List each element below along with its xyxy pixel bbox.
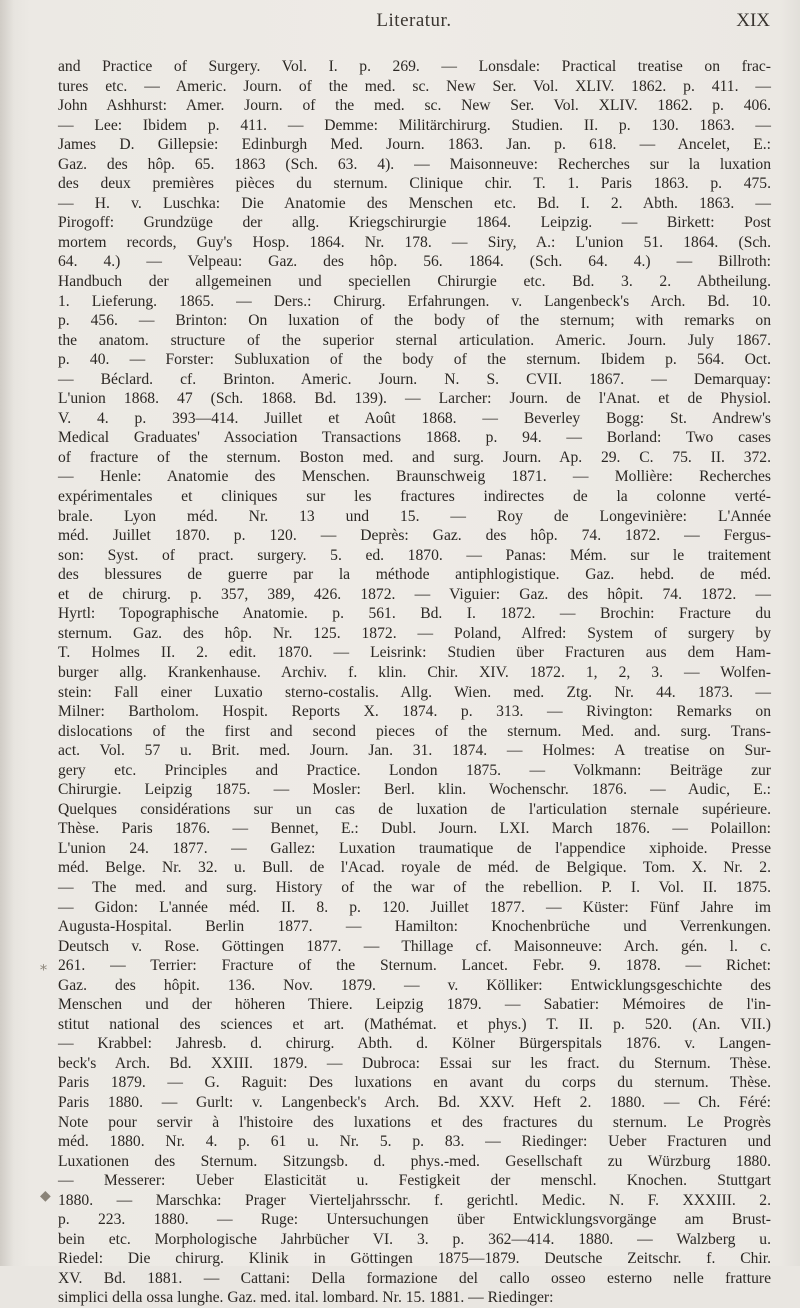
text-line: V. 4. p. 393—414. Juillet et Août 1868. — Beverley Bogg: St. Andrew's (58, 409, 771, 427)
text-line: Paris 1879. — G. Raguit: Des luxations en avant du corps du sternum. Thèse. (58, 1074, 771, 1092)
text-line: brale. Lyon méd. Nr. 13 und 15. — Roy de Longevinière: L'Année (58, 507, 771, 525)
text-line: John Ashhurst: Amer. Journ. of the med. sc. New Ser. Vol. XLIV. 1862. p. 406. (58, 97, 771, 115)
text-line: Handbuch der allgemeinen und speciellen Chirurgie etc. Bd. 3. 2. Abtheilung. (58, 273, 771, 291)
text-line: son: Syst. of pract. surgery. 5. ed. 1870. — Panas: Mém. sur le traitement (58, 546, 771, 564)
text-line: Note pour servir à l'histoire des luxations et des fractures du sternum. Le Progrès (58, 1113, 771, 1131)
text-line: tures etc. — Americ. Journ. of the med. sc. New Ser. Vol. XLIV. 1862. p. 411. — (58, 77, 771, 95)
text-line: Quelques considérations sur un cas de luxation de l'articulation sternale supérieure. (58, 800, 771, 818)
text-line: p. 223. 1880. — Ruge: Untersuchungen über Entwicklungsvorgänge am Brust- (58, 1211, 771, 1229)
margin-mark: ◆ (40, 1189, 51, 1204)
text-line: — H. v. Luschka: Die Anatomie des Menschen etc. Bd. I. 2. Abth. 1863. — (58, 194, 771, 212)
text-line: Paris 1880. — Gurlt: v. Langenbeck's Arch. Bd. XXV. Heft 2. 1880. — Ch. Féré: (58, 1093, 771, 1111)
text-line: act. Vol. 57 u. Brit. med. Journ. Jan. 31. 1874. — Holmes: A treatise on Sur- (58, 742, 771, 760)
text-line: méd. 1880. Nr. 4. p. 61 u. Nr. 5. p. 83. — Riedinger: Ueber Fracturen und (58, 1133, 771, 1151)
text-line: Menschen und der höheren Thiere. Leipzig 1879. — Sabatier: Mémoires de l'in- (58, 996, 771, 1014)
text-line: Chirurgie. Leipzig 1875. — Mosler: Berl. klin. Wochenschr. 1876. — Audic, E.: (58, 781, 771, 799)
text-line: James D. Gillepsie: Edinburgh Med. Journ. 1863. Jan. p. 618. — Ancelet, E.: (58, 136, 771, 154)
text-line: Gaz. des hôpit. 136. Nov. 1879. — v. Kölliker: Entwicklungsgeschichte des (58, 976, 771, 994)
text-line: XV. Bd. 1881. — Cattani: Della formazione del callo osseo esterno nelle fratture (58, 1269, 771, 1287)
text-line: p. 456. — Brinton: On luxation of the body of the sternum; with remarks on (58, 312, 771, 330)
text-line: T. Holmes II. 2. edit. 1870. — Leisrink: Studien über Fracturen aus dem Ham- (58, 644, 771, 662)
text-line: 64. 4.) — Velpeau: Gaz. des hôp. 56. 1864. (Sch. 64. 4.) — Billroth: (58, 253, 771, 271)
text-line: sternum. Gaz. des hôp. Nr. 125. 1872. — Poland, Alfred: System of surgery by (58, 624, 771, 642)
text-line: méd. Belge. Nr. 32. u. Bull. de l'Acad. royale de méd. de Belgique. Tom. X. Nr. 2. (58, 859, 771, 877)
text-line: 1880. — Marschka: Prager Vierteljahrsschr. f. gerichtl. Medic. N. F. XXXIII. 2. (58, 1191, 771, 1209)
text-line: et de chirurg. p. 357, 389, 426. 1872. — Viguier: Gaz. des hôpit. 74. 1872. — (58, 585, 771, 603)
text-line: mortem records, Guy's Hosp. 1864. Nr. 178. — Siry, A.: L'union 51. 1864. (Sch. (58, 233, 771, 251)
text-line: L'union 24. 1877. — Gallez: Luxation traumatique de l'appendice xiphoide. Presse (58, 839, 771, 857)
text-line: Hyrtl: Topographische Anatomie. p. 561. Bd. I. 1872. — Brochin: Fracture du (58, 605, 771, 623)
text-line: stein: Fall einer Luxatio sterno-costalis. Allg. Wien. med. Ztg. Nr. 44. 1873. — (58, 683, 771, 701)
text-line: — Krabbel: Jahresb. d. chirurg. Abth. d. Kölner Bürgerspitals 1876. v. Langen- (58, 1035, 771, 1053)
text-line: des deux premières pièces du sternum. Clinique chir. T. 1. Paris 1863. p. 475. (58, 175, 771, 193)
text-line: — Béclard. cf. Brinton. Americ. Journ. N. S. CVII. 1867. — Demarquay: (58, 370, 771, 388)
margin-mark: ⁎ (40, 959, 47, 974)
running-title: Literatur. (376, 10, 452, 31)
text-line: Pirogoff: Grundzüge der allg. Kriegschirurgie 1864. Leipzig. — Birkett: Post (58, 214, 771, 232)
page-header (58, 8, 770, 34)
text-line: gery etc. Principles and Practice. London 1875. — Volkmann: Beiträge zur (58, 761, 771, 779)
text-line: des blessures de guerre par la méthode antiphlogistique. Gaz. hebd. de méd. (58, 566, 771, 584)
page-edge-shadow (0, 0, 14, 1266)
text-line: Thèse. Paris 1876. — Bennet, E.: Dubl. Journ. LXI. March 1876. — Polaillon: (58, 820, 771, 838)
text-line: — Gidon: L'année méd. II. 8. p. 120. Juillet 1877. — Küster: Fünf Jahre im (58, 898, 771, 916)
text-line: and Practice of Surgery. Vol. I. p. 269. — Lonsdale: Practical treatise on frac- (58, 58, 771, 75)
text-line: bein etc. Morphologische Jahrbücher VI. 3. p. 362—414. 1880. — Walzberg u. (58, 1230, 771, 1248)
text-line: Deutsch v. Rose. Göttingen 1877. — Thillage cf. Maisonneuve: Arch. gén. l. c. (58, 937, 771, 955)
text-line: L'union 1868. 47 (Sch. 1868. Bd. 139). — Larcher: Journ. de l'Anat. et de Physiol. (58, 390, 771, 408)
text-line: Augusta-Hospital. Berlin 1877. — Hamilton: Knochenbrüche und Verrenkungen. (58, 918, 771, 936)
text-line: of fracture of the sternum. Boston med. and surg. Journ. Ap. 29. C. 75. II. 372. (58, 448, 771, 466)
text-line: expérimentales et cliniques sur les fractures indirectes de la colonne verté- (58, 488, 771, 506)
text-line: Milner: Bartholom. Hospit. Reports X. 1874. p. 313. — Rivington: Remarks on (58, 703, 771, 721)
text-line: 261. — Terrier: Fracture of the Sternum. Lancet. Febr. 9. 1878. — Richet: (58, 957, 771, 975)
text-line: Riedel: Die chirurg. Klinik in Göttingen 1875—1879. Deutsche Zeitschr. f. Chir. (58, 1250, 771, 1268)
text-line: — Messerer: Ueber Elasticität u. Festigkeit der menschl. Knochen. Stuttgart (58, 1172, 771, 1190)
text-line: burger allg. Krankenhause. Archiv. f. klin. Chir. XIV. 1872. 1, 2, 3. — Wolfen- (58, 663, 771, 681)
text-line: stitut national des sciences et art. (Mathémat. et phys.) T. II. p. 520. (An. VII.) (58, 1015, 771, 1033)
text-line: — Lee: Ibidem p. 411. — Demme: Militärchirurg. Studien. II. p. 130. 1863. — (58, 116, 771, 134)
text-line: 1. Lieferung. 1865. — Ders.: Chirurg. Erfahrungen. v. Langenbeck's Arch. Bd. 10. (58, 292, 771, 310)
page-number: XIX (736, 10, 770, 31)
text-line: beck's Arch. Bd. XXIII. 1879. — Dubroca: Essai sur les fract. du Sternum. Thèse. (58, 1054, 771, 1072)
text-line: Luxationen des Sternum. Sitzungsb. d. phys.-med. Gesellschaft zu Würzburg 1880. (58, 1152, 771, 1170)
text-line: p. 40. — Forster: Subluxation of the body of the sternum. Ibidem p. 564. Oct. (58, 351, 771, 369)
text-line: — Henle: Anatomie des Menschen. Braunschweig 1871. — Mollière: Recherches (58, 468, 771, 486)
text-line: simplici della ossa lunghe. Gaz. med. ital. lombard. Nr. 15. 1881. — Riedinger: (58, 1289, 554, 1307)
text-line: dislocations of the first and second pieces of the sternum. Med. and. surg. Trans- (58, 722, 771, 740)
text-line: Medical Graduates' Association Transactions 1868. p. 94. — Borland: Two cases (58, 429, 771, 447)
text-line: the anatom. structure of the superior sternal articulation. Americ. Journ. July 1867. (58, 331, 771, 349)
text-line: méd. Juillet 1870. p. 120. — Deprès: Gaz. des hôp. 74. 1872. — Fergus- (58, 527, 771, 545)
text-line: — The med. and surg. History of the war of the rebellion. P. I. Vol. II. 1875. (58, 878, 771, 896)
bibliography-text-block (58, 57, 771, 1308)
text-line: Gaz. des hôp. 65. 1863 (Sch. 63. 4). — Maisonneuve: Recherches sur la luxation (58, 155, 771, 173)
